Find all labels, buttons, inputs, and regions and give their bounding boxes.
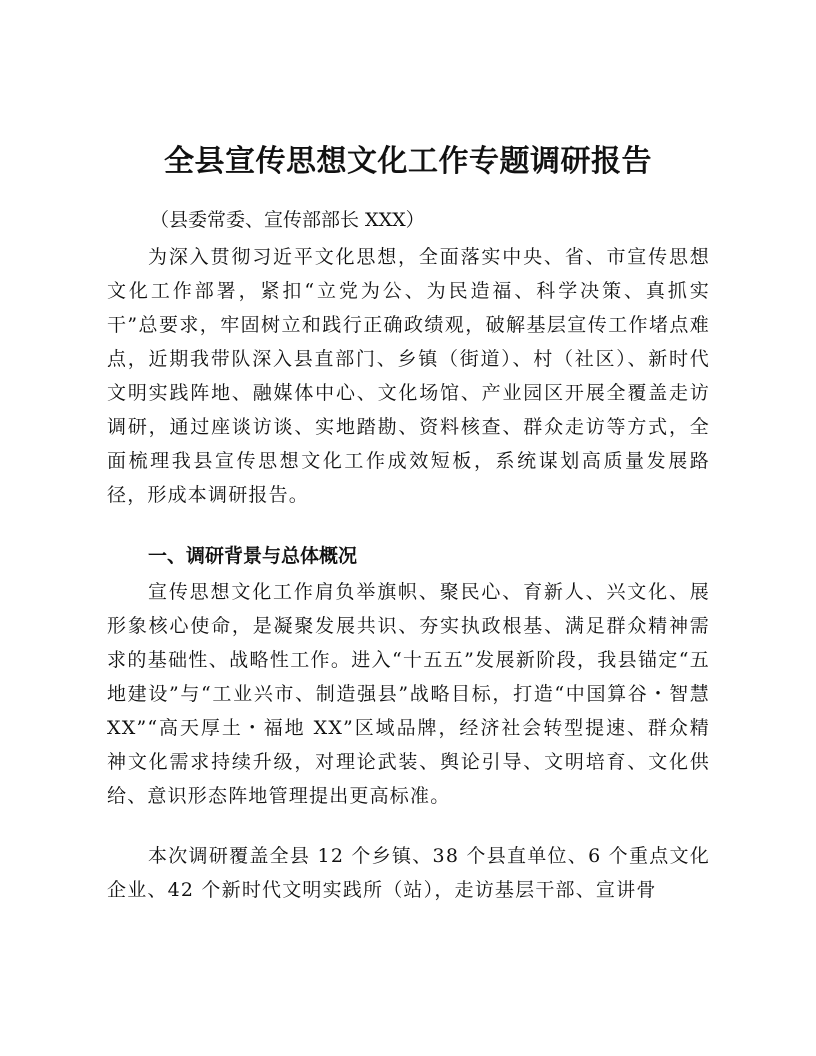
section-heading-1: 一、调研背景与总体概况 — [148, 545, 358, 567]
author-line: （县委常委、宣传部部长 XXX） — [150, 209, 425, 231]
paragraph-scope: 本次调研覆盖全县 12 个乡镇、38 个县直单位、6 个重点文化企业、42 个新时代文明实践所（站），走访基层干部、宣讲骨 — [107, 845, 710, 901]
paragraph-intro: 为深入贯彻习近平文化思想，全面落实中央、省、市宣传思想文化工作部署，紧扣“立党为公、为民造福、科学决策、真抓实干”总要求，牢固树立和践行正确政绩观，破解基层宣传工作堵点难点，近期我带队深入县直部门、乡镇（街道）、村（社区）、新时代文明实践阵地、融媒体中心、文化场馆、产业园区开展全覆盖走访调研，通过座谈访谈、实地踏勘、资料核查、群众走访等方式，全面梳理我县宣传思想文化工作成效短板，系统谋划高质量发展路径，形成本调研报告。 — [107, 246, 710, 506]
document-title: 全县宣传思想文化工作专题调研报告 — [164, 144, 652, 179]
paragraph-background: 宣传思想文化工作肩负举旗帜、聚民心、育新人、兴文化、展形象核心使命，是凝聚发展共识、夯实执政根基、满足群众精神需求的基础性、战略性工作。进入“十五五”发展新阶段，我县锚定“五地建设”与“工业兴市、制造强县”战略目标，打造“中国算谷・智慧 XX”“高天厚土・福地 XX”区域品牌，经济社会转型提速、群众精神文化需求持续升级，对理论武装、舆论引导、文明培育、文化供给、意识形态阵地管理提出更高标准。 — [107, 581, 710, 807]
